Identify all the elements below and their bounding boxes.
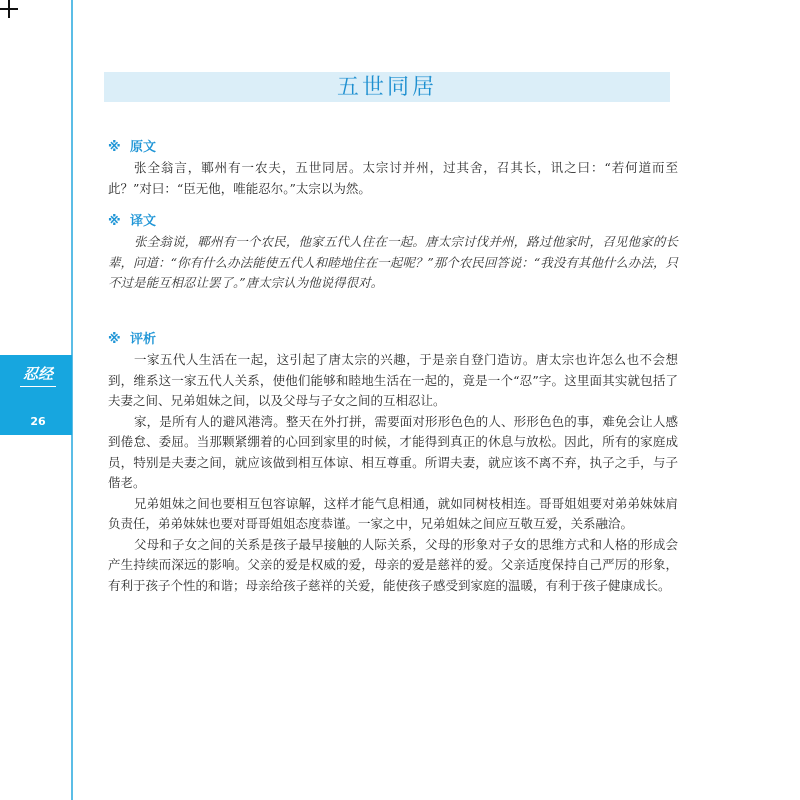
reference-mark-icon: ※ [108, 332, 121, 347]
page-number: 26 [30, 415, 46, 428]
section-heading-label: 评析 [130, 332, 157, 347]
paragraph: 家，是所有人的避风港湾。整天在外打拼，需要面对形形色色的人、形形色色的事，难免会让人感到倦怠、委屈。当那颗紧绷着的心回到家里的时候，才能得到真正的休息与放松。因此，所有的家庭成员，特别是夫妻之间，就应该做到相互体谅、相互尊重。所谓夫妻，就应该不离不弃，执子之手，与子偕老。 [108, 413, 678, 490]
title-band [104, 72, 670, 102]
chapter-tab-title: 忍经 [20, 365, 56, 387]
section-heading [108, 328, 678, 346]
section-heading [108, 136, 678, 154]
section-translation [108, 210, 678, 294]
chapter-tab [0, 355, 72, 435]
paragraph: 兄弟姐妹之间也要相互包容谅解，这样才能气息相通，就如同树枝相连。哥哥姐姐要对弟弟妹妹肩负责任，弟弟妹妹也要对哥哥姐姐态度恭谨。一家之中，兄弟姐妹之间应互敬互爱，关系融洽。 [108, 495, 678, 531]
paragraph: 父母和子女之间的关系是孩子最早接触的人际关系，父母的形象对子女的思维方式和人格的形成会产生持续而深远的影响。父亲的爱是权威的爱，母亲的爱是慈祥的爱。父亲适度保持自己严厉的形象，有利于孩子个性的和谐；母亲给孩子慈祥的关爱，能使孩子感受到家庭的温暖，有利于孩子健康成长。 [108, 536, 678, 593]
crop-mark [0, 0, 18, 18]
section-heading [108, 210, 678, 228]
reference-mark-icon: ※ [108, 214, 121, 229]
section-heading-label: 译文 [130, 214, 157, 229]
paragraph: 一家五代人生活在一起，这引起了唐太宗的兴趣，于是亲自登门造访。唐太宗也许怎么也不会想到，维系这一家五代人关系，使他们能够和睦地生活在一起的，竟是一个“忍”字。这里面其实就包括了夫妻之间、兄弟姐妹之间，以及父母与子女之间的互相忍让。 [108, 352, 678, 408]
paragraph: 张全翁言，鄆州有一农夫，五世同居。太宗讨并州，过其舍，召其长，讯之曰：“若何道而至此？”对曰：“臣无他，唯能忍尔。”太宗以为然。 [108, 160, 678, 196]
section-analysis [108, 328, 678, 596]
section-original [108, 136, 678, 199]
page-title: 五世同居 [336, 75, 437, 100]
section-heading-label: 原文 [130, 140, 157, 155]
reference-mark-icon: ※ [108, 140, 121, 155]
paragraph: 张全翁说，鄆州有一个农民，他家五代人住在一起。唐太宗讨伐并州，路过他家时，召见他家的长辈，问道：“你有什么办法能使五代人和睦地住在一起呢？”那个农民回答说：“我没有其他什么办法，只不过是能互相忍让罢了。”唐太宗认为他说得很对。 [108, 234, 678, 290]
